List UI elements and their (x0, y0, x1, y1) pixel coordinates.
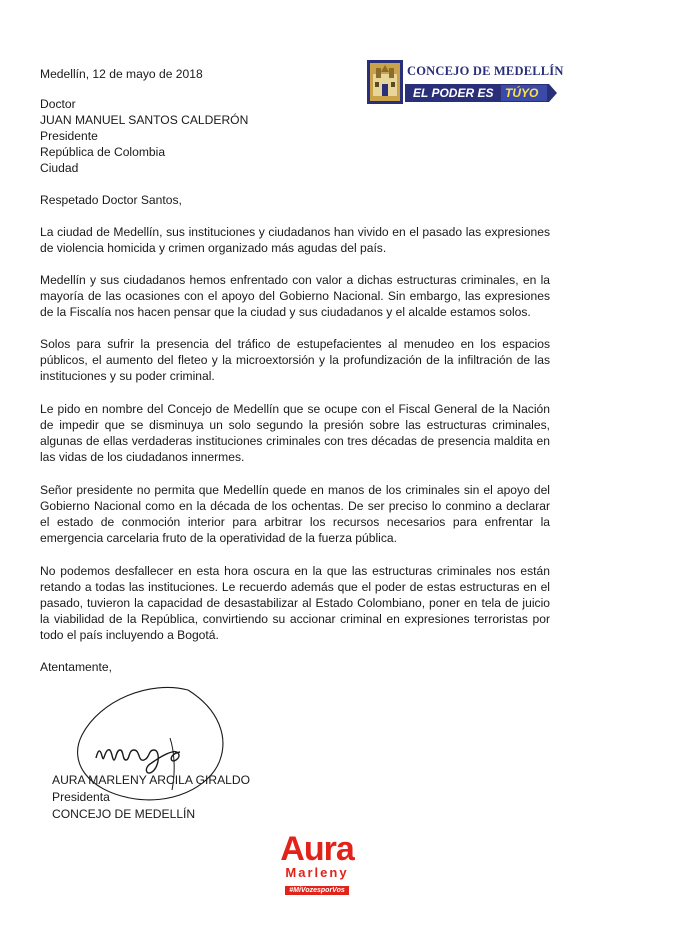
recipient-position: Presidente (40, 129, 98, 143)
recipient-country: República de Colombia (40, 145, 166, 159)
closing: Atentamente, (40, 660, 112, 674)
paragraph: Señor presidente no permita que Medellín quede en manos de los criminales sin el apoyo del Gobierno Nacional como en la década de los ochentas. De ser preciso lo conmino a declarar el estado de conmoción interior para arbitrar los recursos necesarios para enfrentar la emergencia carcelaria fruto de la operatividad de la fuerza pública. (40, 483, 550, 545)
paragraph: La ciudad de Medellín, sus instituciones y ciudadanos han vivido en el pasado las expresiones de violencia homicida y crimen organizado más agudas del país. (40, 225, 550, 255)
recipient-place: Ciudad (40, 161, 79, 175)
slogan-accent: TÚYO (505, 86, 539, 100)
signer-name: AURA MARLENY ARCILA GIRALDO (52, 773, 251, 787)
campaign-logo (262, 832, 372, 912)
salutation: Respetado Doctor Santos, (40, 193, 182, 207)
date-line: Medellín, 12 de mayo de 2018 (40, 67, 203, 81)
paragraph: Solos para sufrir la presencia del tráfico de estupefacientes al menudeo en los espacios públicos, el aumento del fleteo y la microextorsión y la profundización de la infiltración de las instituciones y su poder criminal. (40, 337, 550, 383)
slogan-main: EL PODER ES (413, 86, 494, 100)
city-emblem-icon (367, 60, 403, 104)
paragraph: No podemos desfallecer en esta hora oscura en la que las estructuras criminales nos están retando a todas las instituciones. Le recuerdo además que el poder de estas estructuras en el pasado, tuvieron la capacidad de desastabilizar al Estado Colombiano, poner en tela de juicio la viabilidad de la República, convirtiendo su accionar criminal en expresiones terroristas por todo el país incluyendo a Bogotá. (40, 564, 550, 642)
recipient-name: JUAN MANUEL SANTOS CALDERÓN (40, 113, 249, 127)
concejo-logo (367, 60, 564, 108)
recipient-title: Doctor (40, 97, 76, 111)
signer-role: Presidenta (52, 790, 110, 804)
campaign-logo-big: Aura (280, 830, 354, 868)
signer-organization: CONCEJO DE MEDELLÍN (52, 807, 196, 821)
paragraph: Le pido en nombre del Concejo de Medellín que se ocupe con el Fiscal General de la Nación de impedir que se disminuya un solo segundo la presión sobre las estructuras criminales, algunas de ellas verdaderas instituciones criminales con tres décadas de presencia maldita en las vidas de los ciudadanos innermes. (40, 402, 550, 464)
campaign-hashtag: #MiVozesporVos (285, 886, 349, 895)
institution-name: CONCEJO DE MEDELLÍN (407, 64, 564, 78)
paragraph: Medellín y sus ciudadanos hemos enfrentado con valor a dichas estructuras criminales, en la mayoría de las ocasiones con el apoyo del Gobierno Nacional. Sin embargo, las expresiones de la Fiscalía nos hacen pensar que la ciudad y sus ciudadanos y el alcalde estamos solos. (40, 273, 550, 319)
campaign-logo-mid: Marleny (285, 865, 349, 880)
